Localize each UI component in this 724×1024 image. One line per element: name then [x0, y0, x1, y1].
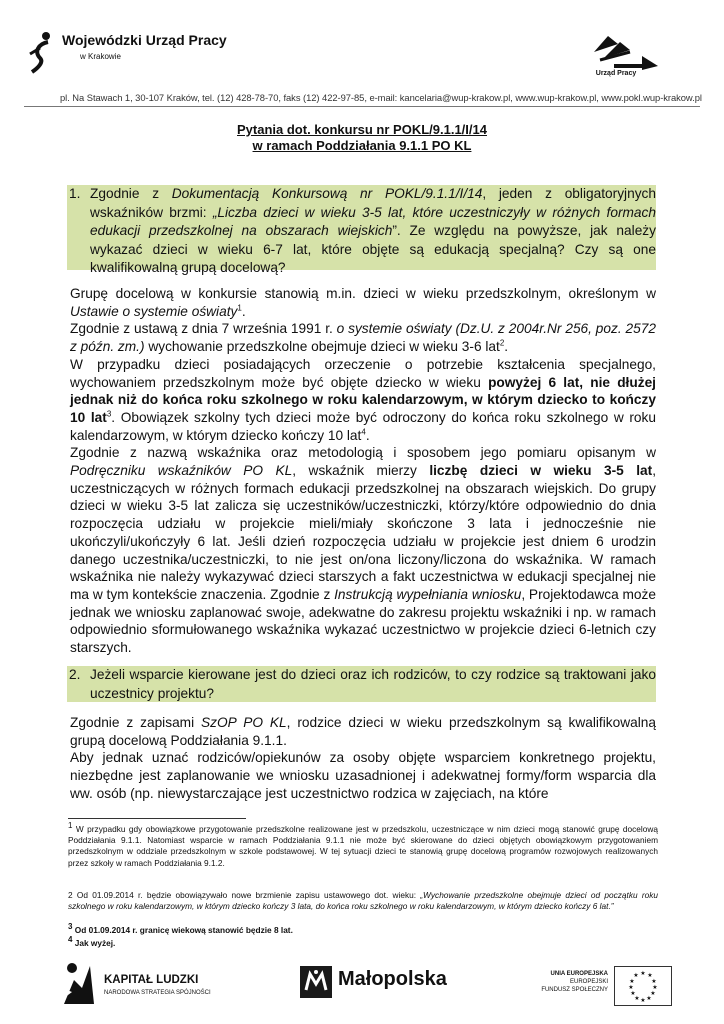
answer-1-para-1: Grupę docelową w konkursie stanowią m.in. dzieci w wieku przedszkolnym, określonym w Ustawie o systemie oświaty$^1$. — [70, 286, 656, 319]
urzad-pracy-logo — [588, 34, 660, 82]
svg-text:★: ★ — [647, 972, 653, 979]
urzad-pracy-label: Urząd Pracy — [595, 70, 637, 77]
svg-text:★: ★ — [628, 984, 634, 991]
header-divider — [24, 106, 700, 107]
svg-text:★: ★ — [629, 978, 635, 985]
eu-flag-icon — [614, 966, 672, 1006]
answer-1 — [70, 285, 656, 657]
svg-text:★: ★ — [633, 972, 639, 979]
svg-text:★: ★ — [652, 984, 658, 991]
malopolska-title: Małopolska — [338, 968, 447, 990]
org-name: Wojewódzki Urząd Pracy — [62, 32, 227, 48]
person-figure-icon — [28, 30, 58, 74]
svg-text:★: ★ — [634, 995, 640, 1002]
footnote-divider — [68, 818, 246, 819]
question-2-number: 2. — [69, 667, 81, 682]
question-1-box — [67, 185, 656, 275]
eu-logo — [536, 966, 666, 1010]
svg-text:★: ★ — [640, 997, 646, 1004]
svg-text:★: ★ — [650, 990, 656, 997]
arrow-logo-icon — [590, 34, 660, 70]
footnote-4: $^4$ Jak wyżej. — [68, 935, 116, 948]
org-city: w Krakowie — [80, 52, 121, 61]
footnote-1: $^1$ W przypadku gdy obowiązkowe przygotowanie przedszkolne realizowane jest w przedszkolu, uczestniczące w nim dzieci mogą stanowić grupę docelową Poddziałania 9.1.1. Natomiast wsparcie w ramach Poddziałania 9.1.1 nie może być skierowane do dzieci objętych obowiązkowym przygotowaniem przedszkolnym w oddziale przedszkolnym w szkole podstawowej. W tej sytuacji dzieci te stanowią grupę docelową programów rozwojowych realizowanych przez szkoły w ramach Poddziałania 9.1.2. — [68, 821, 658, 868]
svg-text:★: ★ — [646, 995, 652, 1002]
answer-2 — [70, 714, 656, 803]
answer-1-para-4: Zgodnie z nazwą wskaźnika oraz metodologią i sposobem jego pomiaru opisanym w Podręczniku wskaźników PO KL, wskaźnik mierzy liczbę dzieci w wieku 3-5 lat, uczestniczących w różnych formach edukacji przedszkolnej na obszarach wiejskich. Do grupy dzieci w wieku 3-5 lat zalicza się uczestników/uczestniczki, którzy/które odpowiednio do dnia rozpoczęcia udziału w projekcie mieli/miały skończone 3 lata i jednocześnie nie ukończyli/ukończyły 6 lat. Jeśli dzień rozpoczęcia udziału w projekcie jest dniem 6 urodzin danego uczestnika/uczestniczki, to nie jest on/ona liczony/liczona do wskaźnika. W ramach wskaźnika nie należy wykazywać dzieci starszych a fakt uczestnictwa w edukacji specjalnej nie ma w tym kontekście znaczenia. Zgodnie z Instrukcją wypełniania wniosku, Projektodawca może jednak we wniosku zaplanować swoje, adekwatne do zakresu projektu wskaźniki i np. w ramach odpowiednio sformułowanego wskaźnika wykazać uczestnictwo w projekcie dzieci 6-letnich czy starszych. — [70, 445, 657, 656]
svg-text:★: ★ — [651, 978, 657, 985]
svg-text:★: ★ — [630, 990, 636, 997]
address-line: pl. Na Stawach 1, 30-107 Kraków, tel. (12) 428-78-70, faks (12) 422-97-85, e-mail: kancelaria@wup-krakow.pl, www.wup-krakow.pl, www.pokl.wup-krakow.pl — [60, 92, 702, 103]
footnote-2: 2 Od 01.09.2014 r. będzie obowiązywało nowe brzmienie zapisu ustawowego dot. wieku: „Wychowanie przedszkolne obejmuje dzieci od początku roku szkolnego w roku kalendarzowym, w którym dziecko kończy 3 lata, do końca roku szkolnego w roku kalendarzowym, w którym dziecko kończy 6 lat.” — [68, 890, 658, 912]
answer-2-para-1: Zgodnie z zapisami SzOP PO KL, rodzice dzieci w wieku przedszkolnym są kwalifikowalną grupą docelową Poddziałania 9.1.1. — [70, 715, 656, 748]
question-1-text: Zgodnie z Dokumentacją Konkursową nr POKL/9.1.1/I/14, jeden z obligatoryjnych wskaźników brzmi: „Liczba dzieci w wieku 3-5 lat, które uczestniczyły w różnych formach edukacji przedszkolnej na obszarach wiejskich”. Ze względu na powyższe, jak należy wykazać dzieci w wieku 6-7 lat, które objęte są edukacją specjalną? Czy są one kwalifikowalną grupą docelową? — [90, 186, 656, 275]
doc-title-line2: w ramach Poddziałania 9.1.1 PO KL — [252, 138, 472, 153]
eu-caption: UNIA EUROPEJSKA EUROPEJSKI FUNDUSZ SPOŁECZNY — [541, 971, 608, 993]
question-1-number: 1. — [69, 186, 81, 201]
kapital-ludzki-subtitle: NARODOWA STRATEGIA SPÓJNOŚCI — [104, 990, 211, 996]
answer-2-para-2: Aby jednak uznać rodziców/opiekunów za osoby objęte wsparciem konkretnego projektu, niezbędne jest zaplanowanie we wniosku uzasadnionej i adekwatnej formy/form wsparcia dla ww. osób (np. niewystarczające jest uczestnictwo rodzica w zajęciach, na które — [70, 750, 656, 801]
malopolska-logo — [300, 964, 460, 1004]
answer-1-para-3: W przypadku dzieci posiadających orzeczenie o potrzebie kształcenia specjalnego, wychowaniem przedszkolnym może być objęte dziecko w wieku powyżej 6 lat, nie dłużej jednak niż do końca roku szkolnego w roku kalendarzowym, w którym dziecko to kończy 10 lat$^3$. Obowiązek szkolny tych dzieci może być odroczony do końca roku szkolnego w roku kalendarzowym, w którym dziecko kończy 10 lat$^4$. — [70, 356, 656, 443]
kapital-ludzki-emblem-icon — [60, 958, 98, 1008]
question-2-text: Jeżeli wsparcie kierowane jest do dzieci oraz ich rodziców, to czy rodzice są traktowani jako uczestnicy projektu? — [90, 667, 656, 701]
question-2-box — [67, 666, 656, 702]
kapital-ludzki-title: KAPITAŁ LUDZKI — [104, 974, 199, 986]
wup-logo — [28, 28, 238, 78]
svg-text:★: ★ — [640, 970, 646, 977]
footnote-3: $^3$ Od 01.09.2014 r. granicę wiekową stanowić będzie 8 lat. — [68, 922, 293, 935]
kapital-ludzki-logo — [60, 958, 240, 1010]
malopolska-emblem-icon — [300, 966, 332, 998]
doc-title-line1: Pytania dot. konkursu nr POKL/9.1.1/I/14 — [237, 122, 487, 137]
answer-1-para-2: Zgodnie z ustawą z dnia 7 września 1991 r. o systemie oświaty (Dz.U. z 2004r.Nr 256, poz. 2572 z późn. zm.) wychowanie przedszkolne obejmuje dzieci w wieku 3-6 lat$^2$. — [70, 321, 656, 355]
